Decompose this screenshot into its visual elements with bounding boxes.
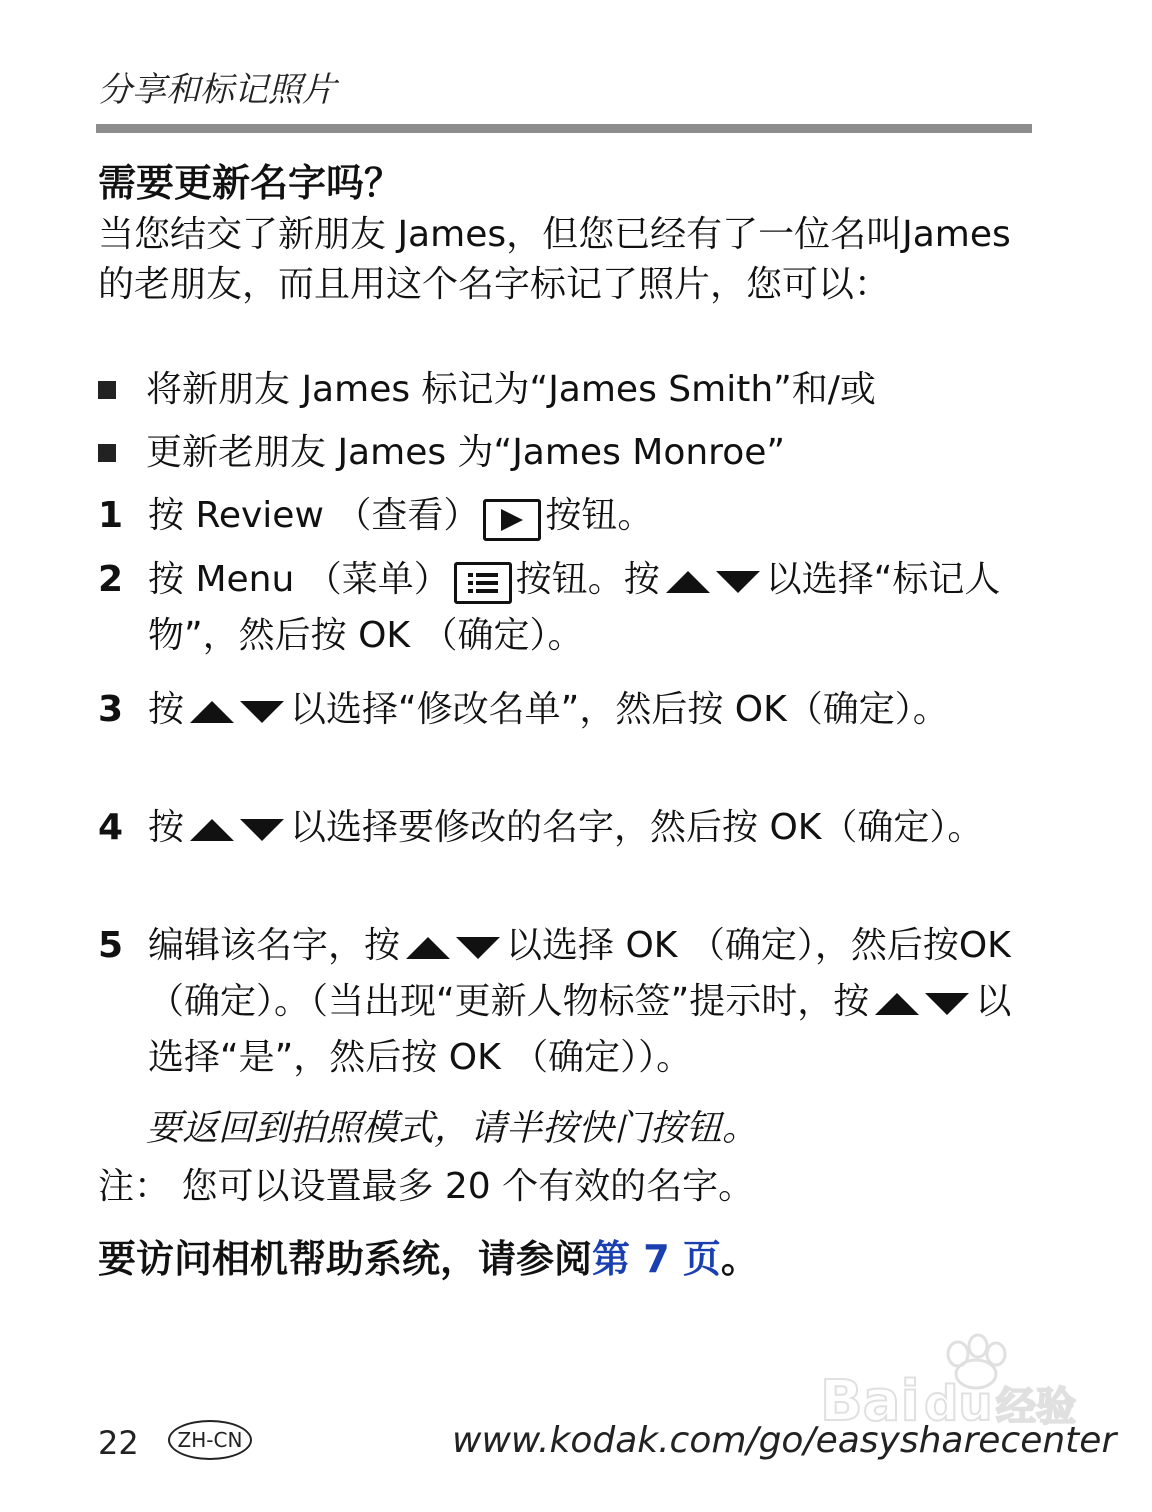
bullet-item: [98, 365, 876, 415]
bullet-text: 将新朋友 James 标记为“James Smith”和/或: [146, 369, 876, 410]
step-text: [148, 918, 1038, 1086]
note-text: 注： 您可以设置最多 20 个有效的名字。: [98, 1166, 755, 1207]
step-number: 3: [98, 689, 124, 730]
svg-text:Bai: Bai: [820, 1369, 920, 1434]
step-text-part: 按 Review （查看）: [148, 495, 480, 536]
step-text: [148, 682, 1038, 738]
step-3: [98, 682, 1038, 738]
up-down-arrows-icon: [875, 993, 969, 1015]
page-number: 22: [98, 1424, 139, 1462]
baidu-watermark-logo: [820, 1328, 1080, 1438]
step-1: [98, 488, 1038, 544]
footer-url-link[interactable]: www.kodak.com/go/easysharecenter: [452, 1420, 1117, 1461]
step-text-part: 按钮。按: [515, 559, 660, 600]
up-down-arrows-icon: [406, 937, 500, 959]
step-text-part: 按: [148, 689, 185, 730]
svg-text:du: du: [924, 1376, 993, 1432]
step-5: [98, 918, 1038, 1086]
help-reference: [98, 1228, 759, 1283]
step-4: [98, 800, 1038, 856]
language-badge: ZH-CN: [168, 1420, 252, 1460]
step-text-part: 以选择 OK （确定），然后按OK （确定）。（当出现“更新人物标签”提示时，按: [148, 925, 1011, 1022]
step-number: 5: [98, 925, 124, 966]
bullet-text: 更新老朋友 James 为“James Monroe”: [146, 432, 786, 473]
bullet-square-icon: [98, 381, 116, 399]
step-text-part: 以选择“标记人物”，然后按 OK （确定）。: [148, 559, 1001, 656]
step-number: 2: [98, 559, 124, 600]
step-number: 4: [98, 807, 124, 848]
section-title: 分享和标记照片: [98, 70, 336, 110]
page-7-link[interactable]: 第 7 页: [592, 1237, 721, 1281]
menu-list-icon: [454, 562, 512, 604]
intro-paragraph: 当您结交了新朋友 James，但您已经有了一位名叫James 的老朋友，而且用这个名字标记了照片，您可以：: [98, 214, 1011, 305]
review-play-icon: [483, 499, 541, 541]
bullet-square-icon: [98, 444, 116, 462]
header-rule: [96, 124, 1032, 133]
step-text-part: 按: [148, 807, 185, 848]
help-reference-suffix: 。: [720, 1237, 759, 1281]
up-down-arrows-icon: [666, 571, 760, 593]
step-text-part: 以选择要修改的名字，然后按 OK（确定）。: [290, 807, 984, 848]
page-heading: 需要更新名字吗？: [98, 161, 403, 205]
step-text: [148, 488, 1038, 544]
step-text-part: 按 Menu （菜单）: [148, 559, 450, 600]
step-text: [148, 552, 1038, 664]
up-down-arrows-icon: [190, 701, 284, 723]
up-down-arrows-icon: [190, 819, 284, 841]
step-number: 1: [98, 495, 124, 536]
step-text: [148, 800, 1038, 856]
step-2: [98, 552, 1038, 664]
svg-text:经验: 经验: [996, 1384, 1076, 1430]
step-text-part: 按钮。: [545, 495, 654, 536]
step-text-part: 以选择“是”，然后按 OK （确定））。: [148, 981, 1012, 1078]
step-text-part: 以选择“修改名单”，然后按 OK（确定）。: [290, 689, 949, 730]
shutter-tip: 要返回到拍照模式，请半按快门按钮。: [146, 1108, 759, 1149]
step-text-part: 编辑该名字，按: [148, 925, 401, 966]
bullet-item: [98, 428, 785, 478]
help-reference-text: 要访问相机帮助系统，请参阅: [98, 1237, 593, 1281]
